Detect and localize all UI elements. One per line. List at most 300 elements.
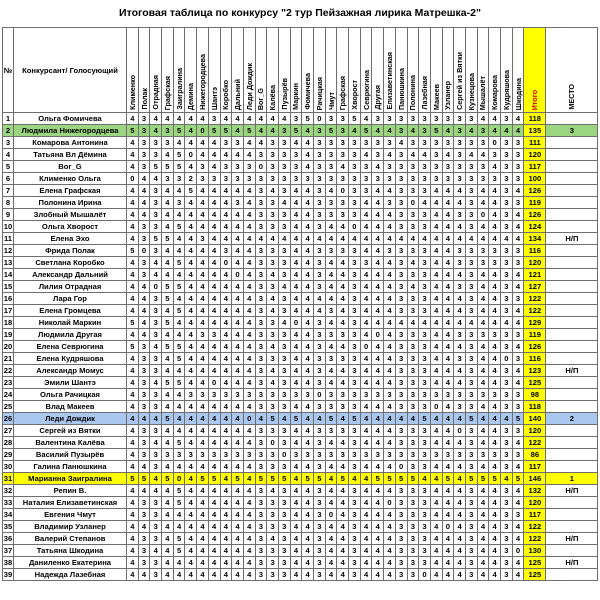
score-cell: 4: [337, 341, 349, 353]
score-cell: 4: [243, 425, 255, 437]
header-judge: [162, 28, 174, 113]
score-cell: 4: [162, 545, 174, 557]
score-cell: 4: [442, 461, 454, 473]
score-cell: 5: [197, 473, 209, 485]
score-cell: 4: [501, 473, 513, 485]
contestant-name: Комарова Антонина: [14, 137, 127, 149]
score-cell: 4: [243, 473, 255, 485]
score-cell: 4: [197, 557, 209, 569]
score-cell: 5: [442, 473, 454, 485]
score-cell: 3: [314, 329, 326, 341]
score-cell: 4: [243, 137, 255, 149]
score-cell: 4: [127, 425, 139, 437]
score-cell: 4: [232, 125, 244, 137]
score-cell: 3: [360, 137, 372, 149]
score-cell: 3: [267, 497, 279, 509]
score-cell: 4: [477, 353, 489, 365]
score-cell: 4: [127, 281, 139, 293]
score-cell: 4: [290, 401, 302, 413]
score-cell: 4: [442, 269, 454, 281]
score-cell: 4: [232, 485, 244, 497]
score-cell: 4: [337, 365, 349, 377]
score-cell: 0: [360, 341, 372, 353]
score-cell: 4: [372, 305, 384, 317]
score-cell: 4: [325, 545, 337, 557]
score-cell: 4: [208, 269, 220, 281]
score-cell: 3: [501, 461, 513, 473]
score-cell: 4: [220, 533, 232, 545]
score-cell: 4: [360, 221, 372, 233]
score-cell: 4: [243, 281, 255, 293]
score-cell: 3: [138, 389, 150, 401]
score-cell: 4: [173, 137, 185, 149]
score-cell: 3: [501, 365, 513, 377]
score-cell: 4: [360, 317, 372, 329]
total-cell: 126: [524, 185, 546, 197]
header-judge-label: Комарова: [490, 74, 500, 110]
place-cell: [546, 173, 598, 185]
score-cell: 4: [314, 233, 326, 245]
contestant-name: Лара Гор: [14, 293, 127, 305]
score-cell: 3: [337, 113, 349, 125]
score-cell: 4: [290, 341, 302, 353]
place-cell: [546, 329, 598, 341]
score-cell: 4: [302, 365, 314, 377]
score-cell: 4: [384, 413, 396, 425]
row-number: 14: [3, 270, 13, 279]
score-cell: 3: [197, 161, 209, 173]
score-cell: 3: [489, 329, 501, 341]
score-cell: 4: [325, 521, 337, 533]
place-cell: [546, 521, 598, 533]
score-cell: 4: [384, 125, 396, 137]
score-cell: 4: [138, 293, 150, 305]
score-cell: 4: [384, 353, 396, 365]
score-cell: 3: [465, 521, 477, 533]
score-cell: 4: [384, 317, 396, 329]
score-cell: 0: [197, 125, 209, 137]
score-cell: 4: [314, 305, 326, 317]
score-cell: 4: [162, 305, 174, 317]
score-cell: 3: [255, 329, 267, 341]
contestant-name: Репин В.: [14, 485, 127, 497]
score-cell: 3: [314, 365, 326, 377]
place-cell: Н/П: [546, 533, 598, 545]
table-row: [3, 245, 598, 257]
score-cell: 3: [138, 341, 150, 353]
score-cell: 3: [325, 449, 337, 461]
score-cell: 4: [185, 125, 197, 137]
score-cell: 3: [372, 389, 384, 401]
score-cell: 4: [384, 281, 396, 293]
score-cell: 3: [512, 293, 524, 305]
score-cell: 4: [185, 497, 197, 509]
score-cell: 4: [372, 365, 384, 377]
score-cell: 4: [208, 533, 220, 545]
score-cell: 5: [384, 473, 396, 485]
score-cell: 4: [197, 425, 209, 437]
score-cell: 3: [138, 437, 150, 449]
score-cell: 4: [220, 209, 232, 221]
score-cell: 0: [220, 257, 232, 269]
score-cell: 3: [302, 173, 314, 185]
score-cell: 3: [267, 557, 279, 569]
score-cell: 4: [290, 293, 302, 305]
score-cell: 3: [150, 425, 162, 437]
score-cell: 4: [185, 197, 197, 209]
score-cell: 4: [220, 557, 232, 569]
score-cell: 5: [302, 113, 314, 125]
contestant-name: Евгения Чмут: [14, 509, 127, 521]
score-cell: 4: [442, 377, 454, 389]
score-cell: 3: [384, 389, 396, 401]
score-cell: 3: [337, 149, 349, 161]
total-cell: 125: [524, 557, 546, 569]
score-cell: 0: [255, 161, 267, 173]
header-judge: [489, 28, 501, 113]
score-cell: 3: [465, 425, 477, 437]
score-cell: 4: [220, 317, 232, 329]
row-number: 32: [3, 486, 13, 495]
score-cell: 3: [138, 221, 150, 233]
score-cell: 4: [220, 521, 232, 533]
score-cell: 4: [454, 221, 466, 233]
score-cell: 4: [454, 413, 466, 425]
score-cell: 5: [173, 125, 185, 137]
score-cell: 4: [384, 257, 396, 269]
score-cell: 4: [138, 485, 150, 497]
table-row: [3, 533, 598, 545]
score-cell: 4: [384, 365, 396, 377]
score-cell: 4: [384, 305, 396, 317]
table-row: [3, 113, 598, 125]
score-cell: 4: [302, 269, 314, 281]
score-cell: 4: [489, 425, 501, 437]
score-cell: 5: [430, 125, 442, 137]
score-cell: 3: [407, 401, 419, 413]
score-cell: 3: [465, 209, 477, 221]
place-cell: [546, 377, 598, 389]
score-cell: 3: [512, 353, 524, 365]
score-cell: 3: [278, 545, 290, 557]
score-cell: 3: [162, 137, 174, 149]
score-cell: 4: [360, 509, 372, 521]
score-cell: 3: [349, 401, 361, 413]
score-cell: 4: [360, 245, 372, 257]
header-judge-label: Рачицкая: [314, 76, 324, 110]
score-cell: 4: [430, 569, 442, 581]
score-cell: 3: [290, 449, 302, 461]
score-cell: 4: [325, 557, 337, 569]
score-cell: 4: [255, 233, 267, 245]
score-cell: 3: [267, 569, 279, 581]
score-cell: 3: [465, 449, 477, 461]
score-cell: 3: [173, 173, 185, 185]
score-cell: 4: [372, 257, 384, 269]
score-cell: 4: [173, 233, 185, 245]
score-cell: 4: [360, 401, 372, 413]
score-cell: 4: [360, 497, 372, 509]
score-cell: 3: [465, 365, 477, 377]
score-cell: 4: [489, 437, 501, 449]
contestant-name: Александр Дальний: [14, 269, 127, 281]
score-cell: 4: [127, 389, 139, 401]
header-judge-label: Отрадная: [151, 75, 161, 110]
place-cell: [546, 269, 598, 281]
score-cell: 4: [337, 317, 349, 329]
score-cell: 4: [489, 197, 501, 209]
table-row: [3, 401, 598, 413]
score-cell: 3: [267, 449, 279, 461]
score-cell: 3: [454, 125, 466, 137]
score-cell: 4: [477, 569, 489, 581]
score-cell: 5: [325, 125, 337, 137]
score-cell: 3: [349, 257, 361, 269]
score-cell: 4: [150, 485, 162, 497]
score-cell: 4: [372, 125, 384, 137]
score-cell: 4: [302, 485, 314, 497]
score-cell: 3: [278, 245, 290, 257]
score-cell: 3: [419, 221, 431, 233]
score-cell: 3: [501, 377, 513, 389]
score-cell: 4: [477, 509, 489, 521]
total-cell: 98: [524, 389, 546, 401]
score-cell: 3: [419, 401, 431, 413]
score-cell: 3: [314, 485, 326, 497]
score-cell: 3: [314, 257, 326, 269]
contestant-name: Валентина Калёва: [14, 437, 127, 449]
score-cell: 3: [395, 161, 407, 173]
table-row: [3, 173, 598, 185]
score-cell: 4: [162, 425, 174, 437]
score-cell: 4: [372, 197, 384, 209]
score-cell: 4: [138, 521, 150, 533]
score-cell: 5: [465, 413, 477, 425]
score-cell: 4: [477, 413, 489, 425]
score-cell: 5: [512, 413, 524, 425]
score-cell: 4: [372, 341, 384, 353]
contestant-name: Владимир Узланер: [14, 521, 127, 533]
score-cell: 4: [489, 533, 501, 545]
score-cell: 3: [501, 257, 513, 269]
score-cell: 3: [138, 233, 150, 245]
contestant-name: Татьяна Вл Дёмина: [14, 149, 127, 161]
row-number: 23: [3, 378, 13, 387]
score-cell: 0: [267, 437, 279, 449]
row-number: 1: [3, 113, 14, 125]
score-cell: 4: [162, 485, 174, 497]
score-cell: 4: [185, 353, 197, 365]
table-row: [3, 161, 598, 173]
score-cell: 0: [138, 245, 150, 257]
score-cell: 3: [501, 185, 513, 197]
score-cell: 4: [442, 305, 454, 317]
score-cell: 3: [255, 209, 267, 221]
contestant-name: Светлана Коробко: [14, 257, 127, 269]
score-cell: 4: [197, 437, 209, 449]
contestant-name: Ольга Фомичева: [14, 113, 127, 125]
contestant-name: Василий Пузырёв: [14, 449, 127, 461]
score-cell: 4: [150, 257, 162, 269]
score-cell: 4: [501, 125, 513, 137]
score-cell: 4: [127, 233, 139, 245]
score-cell: 4: [232, 533, 244, 545]
score-cell: 4: [162, 521, 174, 533]
score-cell: 3: [454, 209, 466, 221]
score-cell: 4: [290, 257, 302, 269]
score-cell: 4: [430, 353, 442, 365]
score-cell: 3: [150, 245, 162, 257]
score-cell: 4: [208, 461, 220, 473]
score-cell: 4: [372, 221, 384, 233]
place-cell: [546, 569, 598, 581]
score-cell: 4: [208, 413, 220, 425]
score-cell: 4: [454, 557, 466, 569]
score-cell: 3: [138, 113, 150, 125]
score-cell: 5: [173, 377, 185, 389]
score-cell: 4: [384, 425, 396, 437]
score-cell: 3: [419, 377, 431, 389]
score-cell: 4: [185, 365, 197, 377]
table-row: [3, 569, 598, 581]
score-cell: 4: [442, 569, 454, 581]
score-cell: 4: [127, 497, 139, 509]
score-cell: 4: [267, 341, 279, 353]
table-row: [3, 377, 598, 389]
score-cell: 4: [430, 461, 442, 473]
score-cell: 4: [267, 125, 279, 137]
score-cell: 4: [220, 221, 232, 233]
score-cell: 4: [360, 485, 372, 497]
score-cell: 5: [138, 473, 150, 485]
score-cell: 4: [127, 257, 139, 269]
score-cell: 3: [138, 269, 150, 281]
score-cell: 3: [419, 521, 431, 533]
score-cell: 3: [325, 137, 337, 149]
score-cell: 4: [267, 113, 279, 125]
score-cell: 3: [395, 329, 407, 341]
total-cell: 86: [524, 449, 546, 461]
score-cell: 4: [454, 521, 466, 533]
score-cell: 4: [465, 317, 477, 329]
score-cell: 4: [430, 377, 442, 389]
score-cell: 4: [185, 569, 197, 581]
score-cell: 4: [185, 305, 197, 317]
score-cell: 3: [267, 425, 279, 437]
score-cell: 4: [173, 185, 185, 197]
row-number: 6: [3, 173, 14, 185]
score-cell: 4: [138, 185, 150, 197]
score-cell: 3: [465, 185, 477, 197]
score-cell: 3: [197, 233, 209, 245]
score-cell: 4: [138, 413, 150, 425]
score-cell: 4: [372, 161, 384, 173]
score-cell: 3: [430, 137, 442, 149]
score-cell: 3: [208, 173, 220, 185]
score-cell: 3: [465, 353, 477, 365]
score-cell: 4: [360, 353, 372, 365]
score-cell: 5: [173, 161, 185, 173]
score-cell: 4: [489, 413, 501, 425]
score-cell: 3: [501, 545, 513, 557]
score-cell: 4: [489, 293, 501, 305]
score-cell: 4: [290, 233, 302, 245]
score-cell: 0: [185, 149, 197, 161]
score-cell: 3: [477, 125, 489, 137]
score-cell: 3: [325, 329, 337, 341]
header-judge: [372, 28, 384, 113]
score-cell: 3: [395, 257, 407, 269]
score-cell: 4: [372, 233, 384, 245]
score-cell: 4: [360, 329, 372, 341]
header-judge-label: Сергей из Вятки: [455, 52, 465, 110]
score-cell: 4: [489, 569, 501, 581]
score-cell: 3: [501, 485, 513, 497]
score-cell: 3: [512, 329, 524, 341]
score-cell: 3: [138, 425, 150, 437]
score-cell: 3: [360, 173, 372, 185]
score-cell: 4: [302, 329, 314, 341]
score-cell: 4: [150, 341, 162, 353]
score-cell: 4: [384, 437, 396, 449]
score-cell: 3: [314, 353, 326, 365]
score-cell: 4: [208, 437, 220, 449]
score-cell: 0: [419, 569, 431, 581]
score-cell: 4: [325, 569, 337, 581]
score-cell: 4: [267, 293, 279, 305]
row-number: 21: [3, 354, 13, 363]
score-cell: 3: [220, 137, 232, 149]
score-cell: 4: [150, 413, 162, 425]
score-cell: 3: [349, 437, 361, 449]
score-cell: 3: [372, 113, 384, 125]
score-cell: 3: [512, 509, 524, 521]
score-cell: 3: [501, 281, 513, 293]
total-cell: 122: [524, 293, 546, 305]
score-cell: 3: [501, 221, 513, 233]
score-cell: 4: [232, 461, 244, 473]
score-cell: 3: [302, 389, 314, 401]
score-cell: 4: [302, 293, 314, 305]
score-cell: 3: [465, 293, 477, 305]
score-cell: 4: [477, 113, 489, 125]
score-cell: 3: [395, 293, 407, 305]
score-cell: 4: [290, 305, 302, 317]
score-cell: 3: [512, 137, 524, 149]
place-cell: Н/П: [546, 233, 598, 245]
score-cell: 4: [302, 197, 314, 209]
score-cell: 4: [302, 233, 314, 245]
score-cell: 3: [197, 389, 209, 401]
score-cell: 3: [419, 173, 431, 185]
score-cell: 0: [372, 329, 384, 341]
score-cell: 3: [407, 545, 419, 557]
score-cell: 4: [430, 245, 442, 257]
score-cell: 4: [454, 509, 466, 521]
total-cell: 122: [524, 521, 546, 533]
score-cell: 4: [208, 545, 220, 557]
score-cell: 4: [208, 185, 220, 197]
score-cell: 4: [384, 545, 396, 557]
score-cell: 4: [337, 221, 349, 233]
score-cell: 4: [243, 461, 255, 473]
score-cell: 4: [430, 497, 442, 509]
score-cell: 0: [477, 209, 489, 221]
score-cell: 4: [220, 281, 232, 293]
score-cell: 4: [232, 233, 244, 245]
score-cell: 4: [512, 125, 524, 137]
score-cell: 4: [197, 293, 209, 305]
